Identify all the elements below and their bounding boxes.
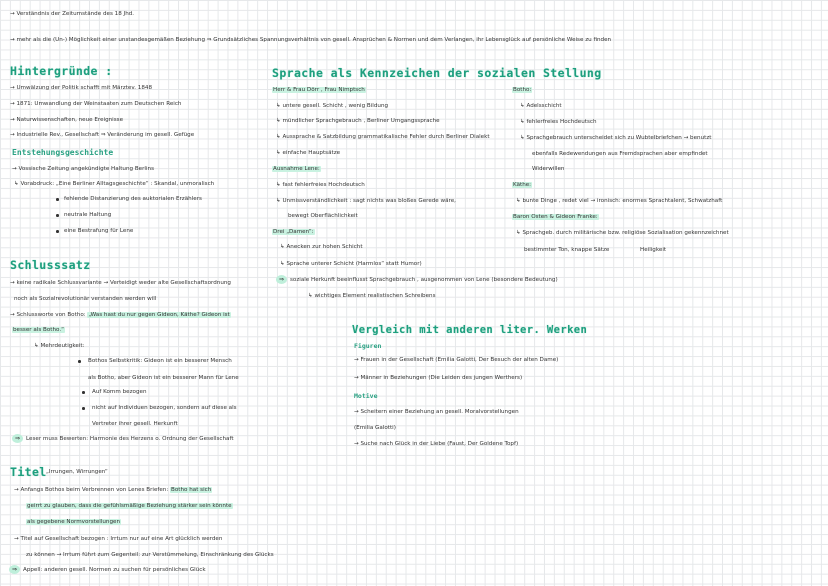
schluss-mehrdeutigkeit: ↳ Mehrdeutigkeit: xyxy=(34,343,85,349)
schluss-line-3 xyxy=(10,311,231,319)
heading-schlusssatz: Schlusssatz xyxy=(10,258,91,272)
sprache-head-damen-wrap xyxy=(272,228,315,236)
bullet-dot xyxy=(56,230,59,233)
sprache-left-5: ↳ fast fehlerfreies Hochdeutsch xyxy=(276,182,365,188)
titel-appell: Appell: anderen gesell. Normen zu suchen für persönliches Glück xyxy=(23,567,206,573)
titel-line-4: → Titel auf Gesellschaft bezogen : Irrtum nur auf eine Art glücklich werden xyxy=(14,536,223,542)
entstehung-bullet-2: neutrale Haltung xyxy=(64,212,112,218)
sprache-head-lene-wrap xyxy=(272,165,321,173)
titel-line-1 xyxy=(14,486,212,494)
titel-line-3 xyxy=(26,518,121,526)
sprache-left-4: ↳ einfache Hauptsätze xyxy=(276,150,341,156)
schluss-line-1: → keine radikale Schlussvariante → Verteidigt weder alte Gesellschaftsordnung xyxy=(10,280,231,286)
heading-vergleich: Vergleich mit anderen liter. Werken xyxy=(352,324,588,336)
sprache-left-2: ↳ mündlicher Sprachgebrauch , Berliner Umgangssprache xyxy=(276,118,440,124)
hintergrund-line-1: → Umwälzung der Politik schafft mit Märztev. 1848 xyxy=(10,85,153,91)
sprache-head-kaethe: Käthe: xyxy=(513,182,532,188)
titel-line-1-highlight: Botho hat sich xyxy=(171,487,212,493)
entstehung-bullet-3: eine Bestrafung für Lene xyxy=(64,228,134,234)
implies-arrow-icon: ⇒ xyxy=(276,275,287,284)
sprache-right-4: ebenfalls Redewendungen aus Fremdsprachen aber empfindet xyxy=(532,151,708,157)
sprache-right-2: ↳ fehlerfreies Hochdeutsch xyxy=(520,119,597,125)
bullet-dot xyxy=(56,198,59,201)
schluss-bullet-1: Bothos Selbstkritik: Gideon ist ein besserer Mensch xyxy=(88,358,232,364)
implies-arrow-icon: ⇒ xyxy=(9,565,20,574)
sprache-right-7: ↳ Sprachgeb. durch militärische bzw. religiöse Sozialisation gekennzeichnet xyxy=(516,230,729,236)
heading-sprache: Sprache als Kennzeichen der sozialen Stellung xyxy=(272,66,602,80)
titel-line-1-text: → Anfangs Bothos beim Verbrennen von Lenes Briefen: xyxy=(14,487,169,493)
sprache-head-lene: Ausnahme Lene: xyxy=(273,166,320,172)
schluss-line-4 xyxy=(12,326,65,334)
implies-arrow-icon: ⇒ xyxy=(12,434,23,443)
sprache-right-8b: Heiligkeit xyxy=(640,247,667,253)
vergleich-line-2: → Männer in Beziehungen (Die Leiden des jungen Werthers) xyxy=(354,375,523,381)
sprache-right-3: ↳ Sprachgebrauch unterscheidet sich zu Wubtelbriefchen → benutzt xyxy=(520,135,712,141)
titel-line-2-highlight: geirrt zu glauben, dass die gefühlsmäßige Beziehung stärker sein könnte xyxy=(27,503,232,509)
heading-titel: Titel xyxy=(10,465,47,479)
schluss-bullet-3b: Vertreter ihrer gesell. Herkunft xyxy=(92,421,178,427)
sprache-head-doerr: Herr & Frau Dörr , Frau Nimptsch xyxy=(273,87,365,93)
sprache-left-6: ↳ Unmissverständlichkeit : sagt nichts was bloßes Gerede wäre, xyxy=(276,198,456,204)
sprache-right-6: ↳ bunte Dinge , redet viel → ironisch: enormes Sprachtalent, Schwatzhaft xyxy=(516,198,723,204)
schluss-bullet-3: nicht auf Individuen bezogen, sondern auf diese als xyxy=(92,405,237,411)
vergleich-line-5: → Suche nach Glück in der Liebe (Faust, Der Goldene Topf) xyxy=(354,441,519,447)
sprache-head-doerr-wrap xyxy=(272,86,366,94)
vergleich-figuren: Figuren xyxy=(354,342,382,350)
schluss-line-2: noch als Sozialrevolutionär verstanden werden will xyxy=(14,296,157,302)
schluss-quote: „Was hast du nur gegen Gideon, Käthe? Gideon ist xyxy=(88,312,230,318)
entstehung-line-2: ↳ Vorabdruck: „Eine Berliner Alltagsgeschichte“ : Skandal, unmoralisch xyxy=(14,181,215,187)
sprache-left-7: bewegt Oberflächlichkeit xyxy=(288,213,358,219)
titel-line-3-highlight: als gegebene Normvorstellungen xyxy=(27,519,120,525)
intro-line-1: → Verständnis der Zeitumstände des 18 Jhd. xyxy=(10,11,135,17)
titel-line-2 xyxy=(26,502,233,510)
sprache-right-8a: bestimmter Ton, knappe Sätze xyxy=(524,247,610,253)
sprache-left-3: ↳ Aussprache & Satzbildung grammatikalische Fehler durch Berliner Dialekt xyxy=(276,134,490,140)
sprache-left-1: ↳ untere gesell. Schicht , wenig Bildung xyxy=(276,103,389,109)
schluss-quote-end: besser als Botho.“ xyxy=(13,327,65,333)
heading-hintergruende: Hintergründe : xyxy=(10,64,113,78)
sprache-head-damen: Drei „Damen“: xyxy=(273,229,314,235)
sprache-right-1: ↳ Adelsschicht xyxy=(520,103,562,109)
hintergrund-line-3: → Naturwissenschaften, neue Ereignisse xyxy=(10,117,124,123)
schluss-bullet-2: Auf Komm bezogen xyxy=(92,389,147,395)
bullet-dot xyxy=(82,391,85,394)
sprache-head-botho: Botho: xyxy=(513,87,532,93)
sprache-right-5: Widerwillen xyxy=(532,166,565,172)
bullet-dot xyxy=(78,360,81,363)
hintergrund-line-2: → 1871: Umwandlung der Weinstaaten zum Deutschen Reich xyxy=(10,101,182,107)
hintergrund-line-4: → Industrielle Rev., Gesellschaft ⇒ Veränderung im gesell. Gefüge xyxy=(10,132,195,138)
sprache-left-8: ↳ Anecken zur hohen Schicht xyxy=(280,244,363,250)
vergleich-line-1: → Frauen in der Gesellschaft (Emilia Galotti, Der Besuch der alten Dame) xyxy=(354,357,559,363)
schluss-line-3-text: → Schlussworte von Botho: xyxy=(10,312,86,318)
sprache-head-baron: Baron Osten & Gideon Franke: xyxy=(513,214,598,220)
sprache-head-kaethe-wrap xyxy=(512,181,532,189)
sprache-left-10: soziale Herkunft beeinflusst Sprachgebrauch , ausgenommen von Lene (besondere Bedeutung) xyxy=(290,277,558,283)
sprache-left-9: ↳ Sprache unterer Schicht (Harmlos“ statt Humor) xyxy=(280,261,422,267)
sprache-head-baron-wrap xyxy=(512,213,599,221)
intro-line-2: → mehr als die (Un-) Möglichkeit einer unstandesgemäßen Beziehung ⇒ Grundsätzliches Spannungsverhältnis von gesell. Ansprüchen & Normen und dem Verlangen, ihr Lebensglück auf persönliche Weise zu finden xyxy=(10,37,612,43)
bullet-dot xyxy=(56,214,59,217)
schluss-bullet-1b: als Botho, aber Gideon ist ein besserer Mann für Lene xyxy=(88,375,239,381)
bullet-dot xyxy=(82,407,85,410)
titel-line-5: zu können → Irrtum führt zum Gegenteil: zur Verstümmelung, Einschränkung des Glücks xyxy=(26,552,274,558)
titel-subtitle: „Irrungen, Wirrungen“ xyxy=(46,469,108,475)
entstehung-line-1: → Vossische Zeitung angekündigte Haltung Berlins xyxy=(12,166,154,172)
vergleich-motive: Motive xyxy=(354,392,378,400)
heading-entstehung: Entstehungsgeschichte xyxy=(12,148,114,157)
entstehung-bullet-1: fehlende Distanzierung des auktorialen Erzählers xyxy=(64,196,202,202)
sprache-left-11: ↳ wichtiges Element realistischen Schreibens xyxy=(308,293,436,299)
sprache-head-botho-wrap xyxy=(512,86,532,94)
vergleich-line-4: (Emilia Galotti) xyxy=(354,425,396,431)
schluss-conclusion: Leser muss Bewerten: Harmonie des Herzens o. Ordnung der Gesellschaft xyxy=(26,436,234,442)
vergleich-line-3: → Scheitern einer Beziehung an gesell. Moralvorstellungen xyxy=(354,409,519,415)
